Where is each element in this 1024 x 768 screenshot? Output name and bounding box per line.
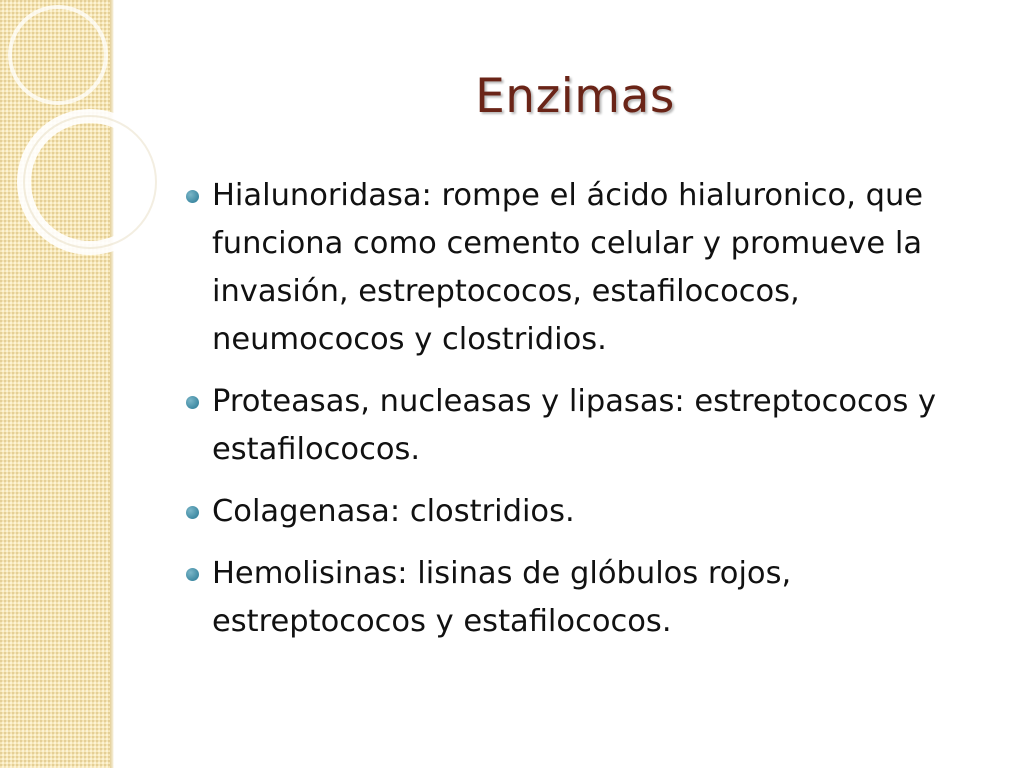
bullet-text: Colagenasa: clostridios. [212,494,575,529]
bullet-icon [186,190,199,203]
bullet-text: Proteasas, nucleasas y lipasas: estreptococos y estafilococos. [212,384,937,467]
decorative-rings-icon [0,0,160,260]
bullet-item-hialunoridasa [186,172,976,364]
bullet-icon [186,568,199,581]
bullet-item-hemolisinas [186,550,976,646]
bullet-text: Hemolisinas: lisinas de glóbulos rojos, estreptococos y estafilococos. [212,556,792,639]
slide-title: Enzimas [475,69,675,124]
bullet-item-proteasas [186,378,976,474]
bullet-item-colagenasa [186,488,976,536]
bullet-text: Hialunoridasa: rompe el ácido hialuronico, que funciona como cemento celular y promueve la invasión, estreptococos, estafilococos, neumococos y clostridios. [212,178,924,357]
bullet-icon [186,506,199,519]
bullet-icon [186,396,199,409]
bullet-list [186,172,976,660]
